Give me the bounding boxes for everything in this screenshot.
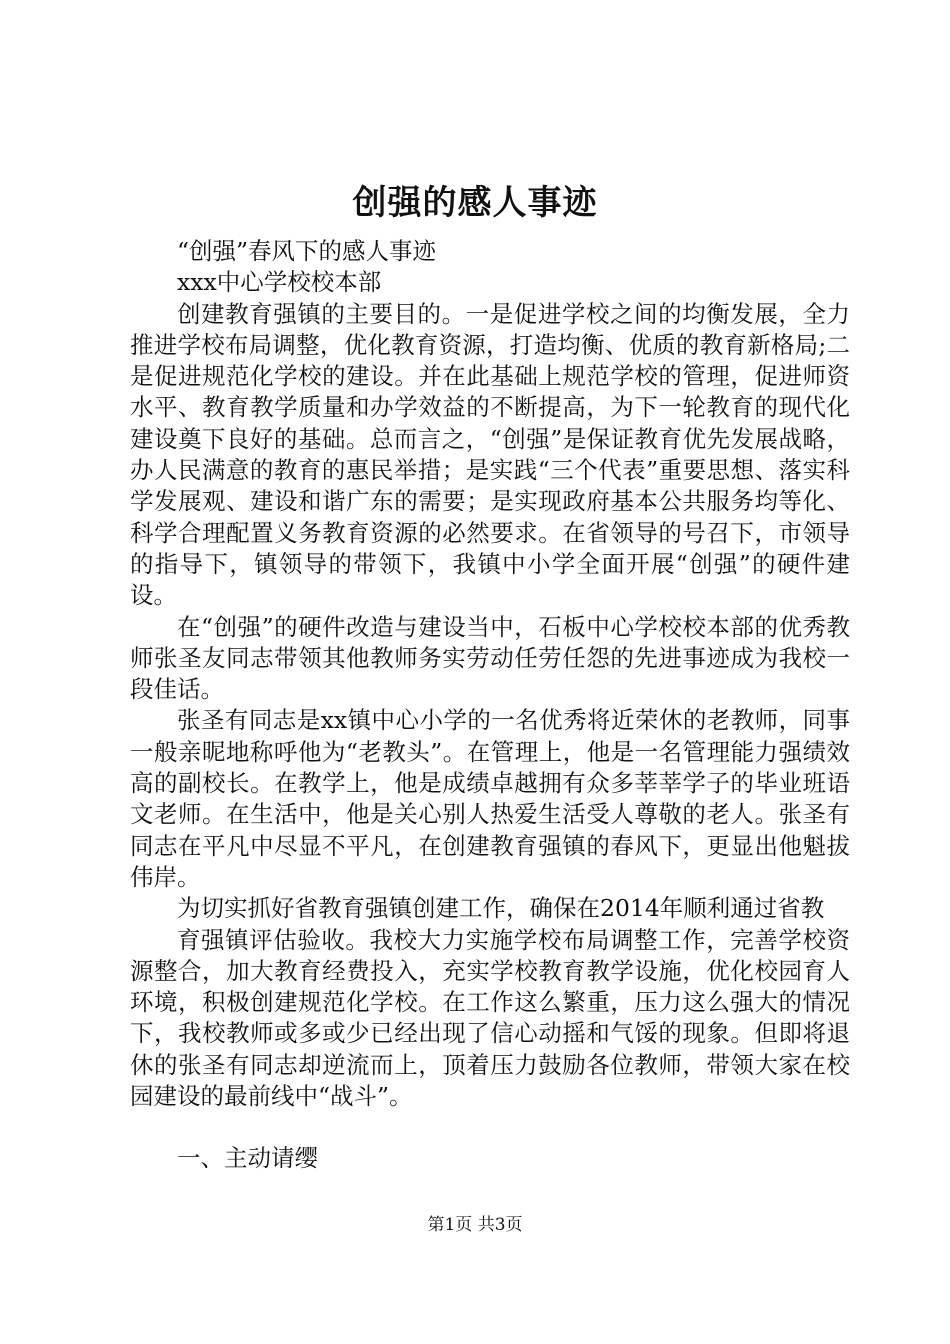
page-footer: 第1页 共3页 [427, 1215, 523, 1235]
document-title: 创强的感人事迹 [352, 183, 598, 223]
subtitle-paragraph: “创强”春风下的感人事迹 [177, 237, 437, 265]
body-paragraph: 在“创强”的硬件改造与建设当中，石板中心学校校本部的优秀教师张圣友同志带领其他教师务实劳动任劳任怨的先进事迹成为我校一段佳话。 [130, 612, 850, 704]
body-paragraph: 创建教育强镇的主要目的。一是促进学校之间的均衡发展，全力推进学校布局调整，优化教育资源，打造均衡、优质的教育新格局;二是促进规范化学校的建设。并在此基础上规范学校的管理，促进师资水平、教育教学质量和办学效益的不断提高，为下一轮教育的现代化建设奠下良好的基础。总而言之，“创强”是保证教育优先发展战略，办人民满意的教育的惠民举措；是实践“三个代表”重要思想、落实科学发展观、建设和谐广东的需要；是实现政府基本公共服务均等化、科学合理配置义务教育资源的必然要求。在省领导的号召下，市领导的指导下，镇领导的带领下，我镇中小学全面开展“创强”的硬件建设。 [130, 299, 850, 610]
body-paragraph: 张圣有同志是xx镇中心小学的一名优秀将近荣休的老教师，同事一般亲昵地称呼他为“老教头”。在管理上，他是一名管理能力强绩效高的副校长。在教学上，他是成绩卓越拥有众多莘莘学子的毕业班语文老师。在生活中，他是关心别人热爱生活受人尊敬的老人。张圣有同志在平凡中尽显不平凡，在创建教育强镇的春风下，更显出他魁拔伟岸。 [130, 706, 850, 891]
section-heading: 一、主动请缨 [177, 1144, 318, 1173]
body-paragraph: 为切实抓好省教育强镇创建工作，确保在2014年顺利通过省教 [177, 894, 825, 923]
document-body [130, 236, 850, 1175]
body-paragraph: 育强镇评估验收。我校大力实施学校布局调整工作，完善学校资源整合，加大教育经费投入，充实学校教育教学设施，优化校园育人环境，积极创建规范化学校。在工作这么繁重，压力这么强大的情况下，我校教师或多或少已经出现了信心动摇和气馁的现象。但即将退休的张圣有同志却逆流而上，顶着压力鼓励各位教师，带领大家在校园建设的最前线中“战斗”。 [130, 925, 850, 1111]
author-paragraph: xxx中心学校校本部 [177, 268, 382, 297]
